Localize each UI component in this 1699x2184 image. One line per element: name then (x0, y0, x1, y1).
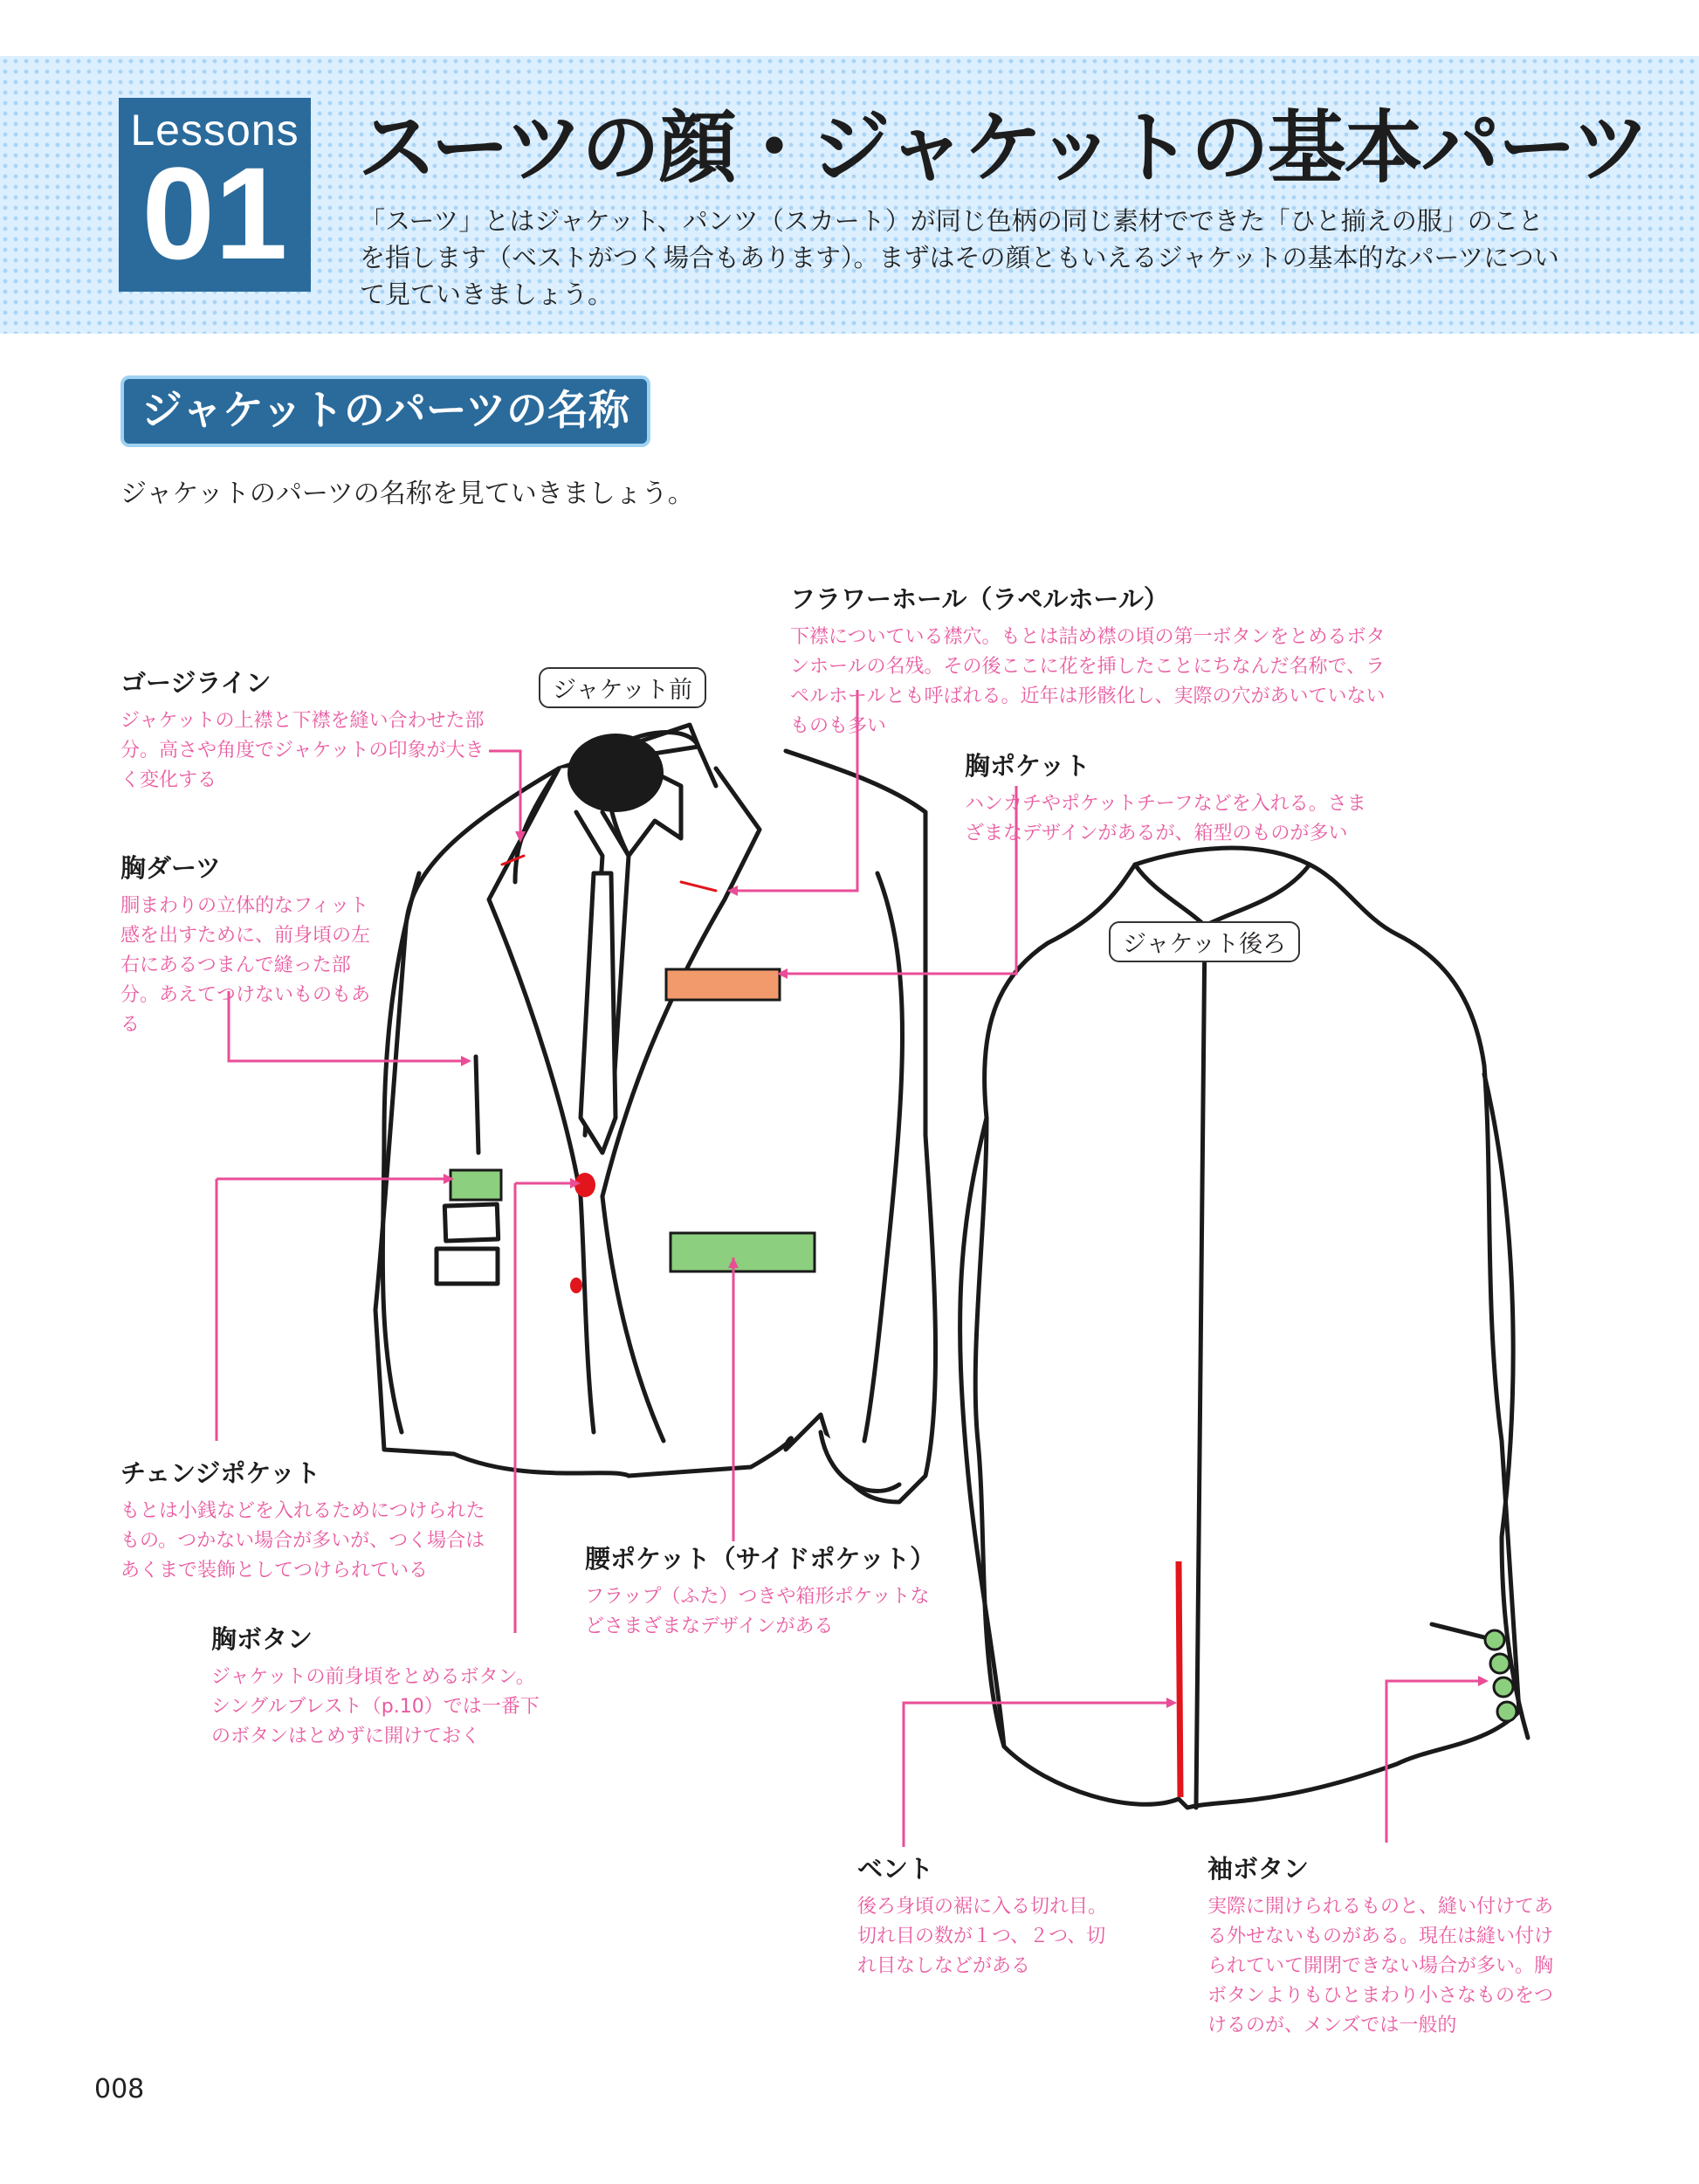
annotation-title: 胸ダーツ (120, 853, 221, 883)
annotation-breast-pocket (965, 747, 1366, 849)
annotation-side-pocket (585, 1540, 934, 1642)
annotation-title: 胸ポケット (965, 751, 1090, 781)
intro-text: 「スーツ」とはジャケット、パンツ（スカート）が同じ色柄の同じ素材でできた「ひと揃えの服」のことを指します（ベストがつく場合もあります）。まずはその顔ともいえるジャケットの基本的なパーツについて見ていきましょう。 (360, 206, 1559, 309)
annotation-desc: フラップ（ふた）つきや箱形ポケットなどさまざまなデザインがある (585, 1586, 930, 1637)
section-title: ジャケットのパーツの名称 (120, 375, 650, 447)
annotation-change-pocket (120, 1454, 487, 1586)
chest-button (574, 1173, 595, 1197)
annotation-chest-darts (120, 849, 382, 1040)
back-view-label: ジャケット後ろ (1109, 921, 1300, 962)
annotation-desc: 下襟についている襟穴。もとは詰め襟の頃の第一ボタンをとめるボタンホールの名残。その後ここに花を挿したことにちなんだ名称で、ラペルホールとも呼ばれる。近年は形骸化し、実際の穴があいていないものも多い (790, 626, 1386, 737)
annotation-title: フラワーホール（ラペルホール） (790, 584, 1169, 614)
page-title: スーツの顔・ジャケットの基本パーツ (358, 102, 1648, 194)
annotation-title: チェンジポケット (120, 1458, 320, 1488)
section-text: ジャケットのパーツの名称を見ていきましょう。 (120, 479, 694, 509)
annotation-desc: ジャケットの前身頃をとめるボタン。シングルブレスト（p.10）では一番下のボタンはとめずに開けておく (211, 1666, 540, 1747)
annotation-sleeve-button (1207, 1850, 1557, 2041)
annotation-desc: ハンカチやポケットチーフなどを入れる。さまざまなデザインがあるが、箱型のものが多い (965, 793, 1366, 844)
annotation-desc: 後ろ身頃の裾に入る切れ目。切れ目の数が１つ、２つ、切れ目なしなどがある (857, 1896, 1108, 1977)
jacket-back-illustration (960, 848, 1528, 1808)
annotation-title: ゴージライン (120, 668, 272, 698)
annotation-vent (857, 1850, 1119, 1981)
vent-highlight (1179, 1561, 1180, 1797)
breast-pocket-highlight (666, 969, 780, 1000)
lesson-badge (119, 98, 311, 292)
annotation-desc: 実際に開けられるものと、縫い付けてある外せないものがある。現在は縫い付けられていて開閉できない場合が多い。胸ボタンよりもひとまわり小さなものをつけるのが、メンズでは一般的 (1207, 1896, 1554, 2036)
annotation-gorge-line (120, 664, 487, 796)
annotation-desc: もとは小銭などを入れるためにつけられたもの。つかない場合が多いが、つく場合はあくまで装飾としてつけられている (120, 1500, 485, 1581)
jacket-front-illustration (375, 725, 936, 1502)
annotation-title: 胸ボタン (211, 1624, 313, 1654)
lesson-label: Lessons (130, 106, 299, 155)
annotation-desc: ジャケットの上襟と下襟を縫い合わせた部分。高さや角度でジャケットの印象が大きく変化する (120, 710, 485, 791)
annotation-title: 袖ボタン (1207, 1854, 1310, 1884)
annotation-desc: 胴まわりの立体的なフィット感を出すために、前身頃の左右にあるつまんで縫った部分。あえてつけないものもある (120, 895, 371, 1036)
annotation-chest-button (211, 1620, 552, 1752)
change-pocket-highlight (451, 1170, 501, 1200)
front-view-label: ジャケット前 (539, 667, 706, 708)
annotation-flower-hole (790, 580, 1401, 741)
side-pocket-highlight (671, 1233, 815, 1271)
annotation-title: ベント (857, 1854, 934, 1884)
lower-button (570, 1278, 582, 1293)
annotation-title: 腰ポケット（サイドポケット） (585, 1544, 936, 1574)
page-number: 008 (94, 2074, 145, 2105)
lesson-number: 01 (141, 140, 288, 286)
